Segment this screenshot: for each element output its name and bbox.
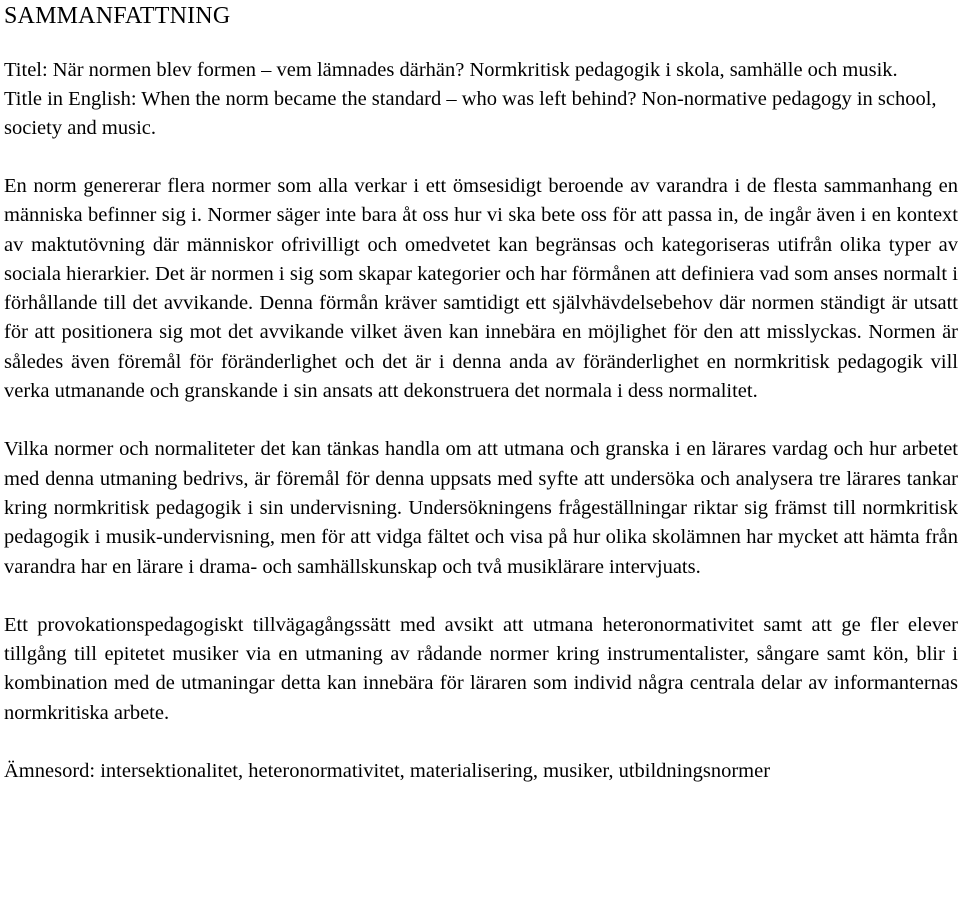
document-page [4, 0, 958, 786]
document-heading: SAMMANFATTNING [4, 3, 231, 29]
swedish-title: Titel: När normen blev formen – vem lämnades därhän? Normkritisk pedagogik i skola, samhälle och musik. [4, 59, 898, 81]
title-block [4, 56, 958, 143]
summary-paragraph-2: Vilka normer och normaliteter det kan tänkas handla om att utmana och granska i en lärares vardag och hur arbetet med denna utmaning bedrivs, är föremål för denna uppsats med syfte att undersöka och analysera tre lärares tankar kring normkritisk pedagogik i sin undervisning. Undersökningens frågeställningar riktar sig främst till normkritisk pedagogik i musik-undervisning, men för att vidga fältet och visa på hur olika skolämnen har mycket att hämta från varandra har en lärare i drama- och samhällskunskap och två musiklärare intervjuats. [4, 438, 958, 578]
summary-paragraph-1: En norm genererar flera normer som alla verkar i ett ömsesidigt beroende av varandra i de flesta sammanhang en människa befinner sig i. Normer säger inte bara åt oss hur vi ska bete oss för att passa in, de ingår även i en kontext av maktutövning där människor ofrivilligt och omedvetet kan begränsas och kategoriseras utifrån olika typer av sociala hierarkier. Det är normen i sig som skapar kategorier och har förmånen att definiera vad som anses normalt i förhållande till det avvikande. Denna förmån kräver samtidigt ett självhävdelsebehov där normen ständigt är utsatt för att positionera sig mot det avvikande vilket även kan innebära en möjlighet för den att misslyckas. Normen är således även föremål för föränderlighet och det är i denna anda av föränderlighet en normkritisk pedagogik vill verka utmanande och granskande i sin ansats att dekonstruera det normala i dess normalitet. [4, 175, 958, 403]
keywords-line: Ämnesord: intersektionalitet, heteronormativitet, materialisering, musiker, utbildningsnormer [4, 760, 771, 783]
summary-paragraph-3: Ett provokationspedagogiskt tillvägagångssätt med avsikt att utmana heteronormativitet samt att ge fler elever tillgång till epitetet musiker via en utmaning av rådande normer kring instrumentalister, sångare samt kön, blir i kombination med de utmaningar detta kan innebära för läraren som individ några centrala delar av informanternas normkritiska arbete. [4, 613, 958, 724]
english-title: Title in English: When the norm became the standard – who was left behind? Non-normative pedagogy in school, society and music. [4, 88, 937, 139]
